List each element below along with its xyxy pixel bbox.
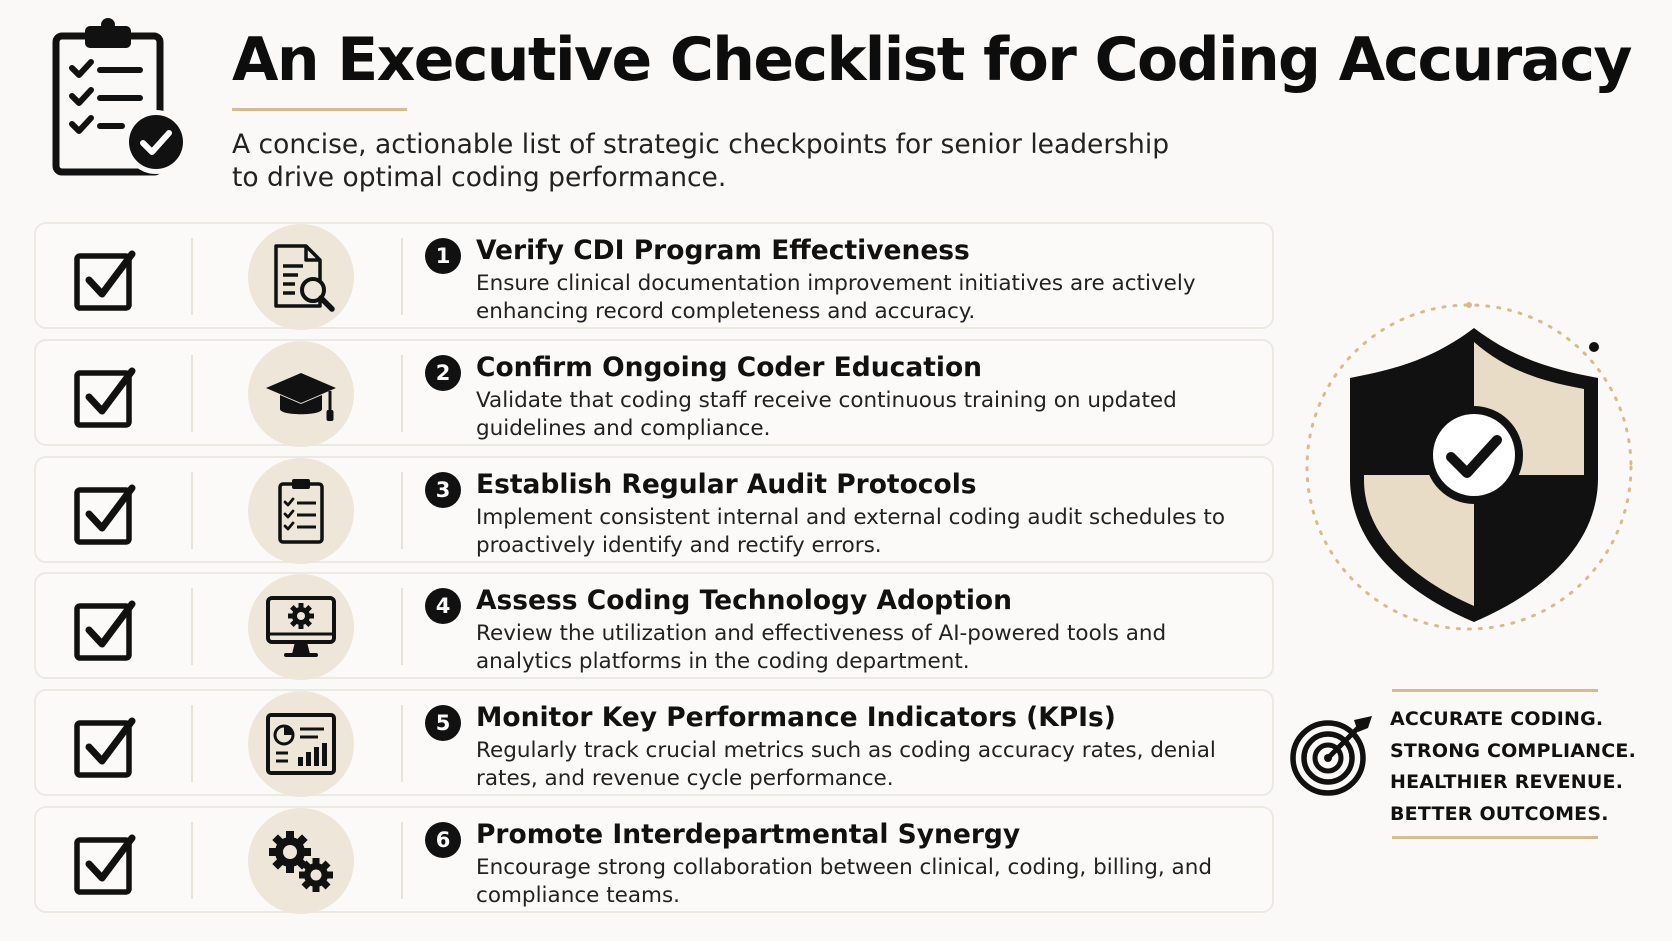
clipboard-checklist-icon [52, 18, 188, 178]
item-number-badge: 2 [425, 355, 461, 391]
gears-icon [262, 822, 340, 900]
item-title: Monitor Key Performance Indicators (KPIs) [476, 702, 1116, 733]
item-icon-circle [248, 691, 354, 797]
card-divider [401, 355, 403, 432]
item-icon-circle [248, 808, 354, 914]
item-description: Regularly track crucial metrics such as coding accuracy rates, denial rates, and revenue cycle performance. [476, 738, 1216, 791]
tagline-line: HEALTHIER REVENUE. [1390, 771, 1624, 793]
item-number-badge: 1 [425, 238, 461, 274]
checkbox-checked-icon [73, 246, 139, 312]
item-title: Establish Regular Audit Protocols [476, 469, 977, 500]
item-icon-circle [248, 224, 354, 330]
checkbox-checked-icon [73, 830, 139, 896]
card-divider [401, 705, 403, 782]
item-icon-circle [248, 341, 354, 447]
target-arrow-icon [1288, 710, 1376, 798]
monitor-gear-icon [262, 588, 340, 666]
card-divider [191, 588, 193, 665]
tagline-line: BETTER OUTCOMES. [1390, 802, 1609, 825]
checkbox-checked-icon [73, 480, 139, 546]
item-number-badge: 3 [425, 472, 461, 508]
tagline-rule-top [1392, 689, 1598, 692]
card-divider [401, 822, 403, 899]
item-description: Implement consistent internal and external coding audit schedules to proactively identify and rectify errors. [476, 505, 1225, 558]
checklist-item-6 [34, 806, 1274, 913]
document-search-icon [262, 238, 340, 316]
checklist-item-5 [34, 689, 1274, 796]
card-divider [401, 238, 403, 315]
checklist-item-4 [34, 572, 1274, 679]
kpi-dashboard-icon [262, 705, 340, 783]
tagline [1390, 704, 1636, 830]
card-divider [191, 355, 193, 432]
tagline-line: STRONG COMPLIANCE. [1390, 739, 1636, 762]
item-title: Promote Interdepartmental Synergy [476, 819, 1021, 850]
card-divider [191, 238, 193, 315]
checkbox-checked-icon [73, 596, 139, 662]
checkbox-checked-icon [73, 713, 139, 779]
item-title: Assess Coding Technology Adoption [476, 585, 1012, 616]
item-description: Review the utilization and effectiveness of AI-powered tools and analytics platforms in the coding department. [476, 621, 1167, 674]
checklist-item-3 [34, 456, 1274, 563]
checklist-item-1 [34, 222, 1274, 329]
item-title: Confirm Ongoing Coder Education [476, 352, 983, 383]
item-description: Ensure clinical documentation improvement initiatives are actively enhancing record completeness and accuracy. [476, 271, 1196, 324]
graduation-cap-icon [262, 355, 340, 433]
item-description: Encourage strong collaboration between clinical, coding, billing, and compliance teams. [476, 855, 1213, 908]
page-subtitle: A concise, actionable list of strategic checkpoints for senior leadership to drive optimal coding performance. [232, 129, 1170, 193]
card-divider [401, 472, 403, 549]
item-number-badge: 4 [425, 588, 461, 624]
title-accent-rule [232, 108, 407, 111]
card-divider [191, 822, 193, 899]
item-number-badge: 6 [425, 822, 461, 858]
page-title: An Executive Checklist for Coding Accuracy [232, 25, 1631, 95]
item-icon-circle [248, 458, 354, 564]
shield-check-icon [1294, 292, 1644, 642]
card-divider [191, 705, 193, 782]
checkbox-checked-icon [73, 363, 139, 429]
card-divider [401, 588, 403, 665]
card-divider [191, 472, 193, 549]
tagline-line: ACCURATE CODING. [1390, 708, 1604, 730]
item-title: Verify CDI Program Effectiveness [476, 235, 970, 266]
item-description: Validate that coding staff receive continuous training on updated guidelines and compliance. [476, 388, 1177, 441]
item-number-badge: 5 [425, 705, 461, 741]
checklist-item-2 [34, 339, 1274, 446]
item-icon-circle [248, 574, 354, 680]
clipboard-list-icon [262, 472, 340, 550]
tagline-rule-bottom [1392, 836, 1598, 839]
